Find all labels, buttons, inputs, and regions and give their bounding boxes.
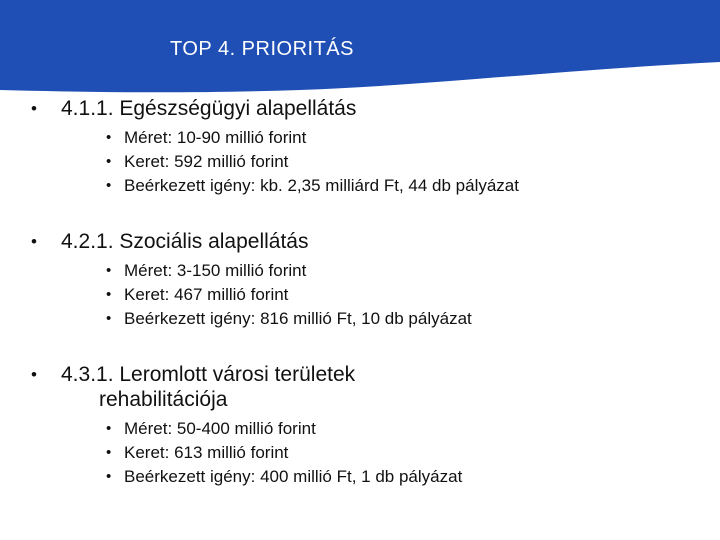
bullet-icon: • — [106, 153, 112, 170]
list-item: • Méret: 50-400 millió forint — [0, 417, 720, 441]
bullet-icon: • — [106, 129, 112, 146]
section-varosi-rehabilitacio — [0, 362, 720, 489]
slide-title: TOP 4. PRIORITÁS — [170, 38, 354, 60]
list-item: • Méret: 10-90 millió forint — [0, 126, 720, 150]
section-egeszsegugyi — [0, 96, 720, 198]
bullet-icon: • — [106, 262, 112, 279]
detail-list — [0, 126, 720, 198]
bullet-icon: • — [31, 365, 37, 384]
header-banner — [0, 0, 720, 100]
bullet-icon: • — [31, 99, 37, 118]
list-item: • Keret: 592 millió forint — [0, 150, 720, 174]
list-item: • Keret: 613 millió forint — [0, 441, 720, 465]
section-heading — [0, 96, 720, 121]
section-heading — [0, 362, 720, 412]
section-title-line1: 4.3.1. Leromlott városi területek — [61, 363, 356, 386]
list-item: • Keret: 467 millió forint — [0, 283, 720, 307]
list-item: • Méret: 3-150 millió forint — [0, 259, 720, 283]
section-title-line2: rehabilitációja — [99, 388, 228, 411]
list-item: • Beérkezett igény: kb. 2,35 milliárd Ft, 44 db pályázat — [0, 174, 720, 198]
bullet-icon: • — [106, 444, 112, 461]
bullet-icon: • — [106, 310, 112, 327]
bullet-icon: • — [106, 420, 112, 437]
section-title: 4.2.1. Szociális alapellátás — [61, 230, 309, 253]
list-item: • Beérkezett igény: 816 millió Ft, 10 db pályázat — [0, 307, 720, 331]
section-szocialis — [0, 229, 720, 331]
section-title: 4.1.1. Egészségügyi alapellátás — [61, 97, 357, 120]
list-item: • Beérkezett igény: 400 millió Ft, 1 db pályázat — [0, 465, 720, 489]
section-heading — [0, 229, 720, 254]
bullet-icon: • — [106, 286, 112, 303]
detail-list — [0, 259, 720, 331]
slide-header — [0, 0, 720, 100]
bullet-icon: • — [31, 232, 37, 251]
bullet-icon: • — [106, 468, 112, 485]
detail-list — [0, 417, 720, 489]
bullet-icon: • — [106, 177, 112, 194]
